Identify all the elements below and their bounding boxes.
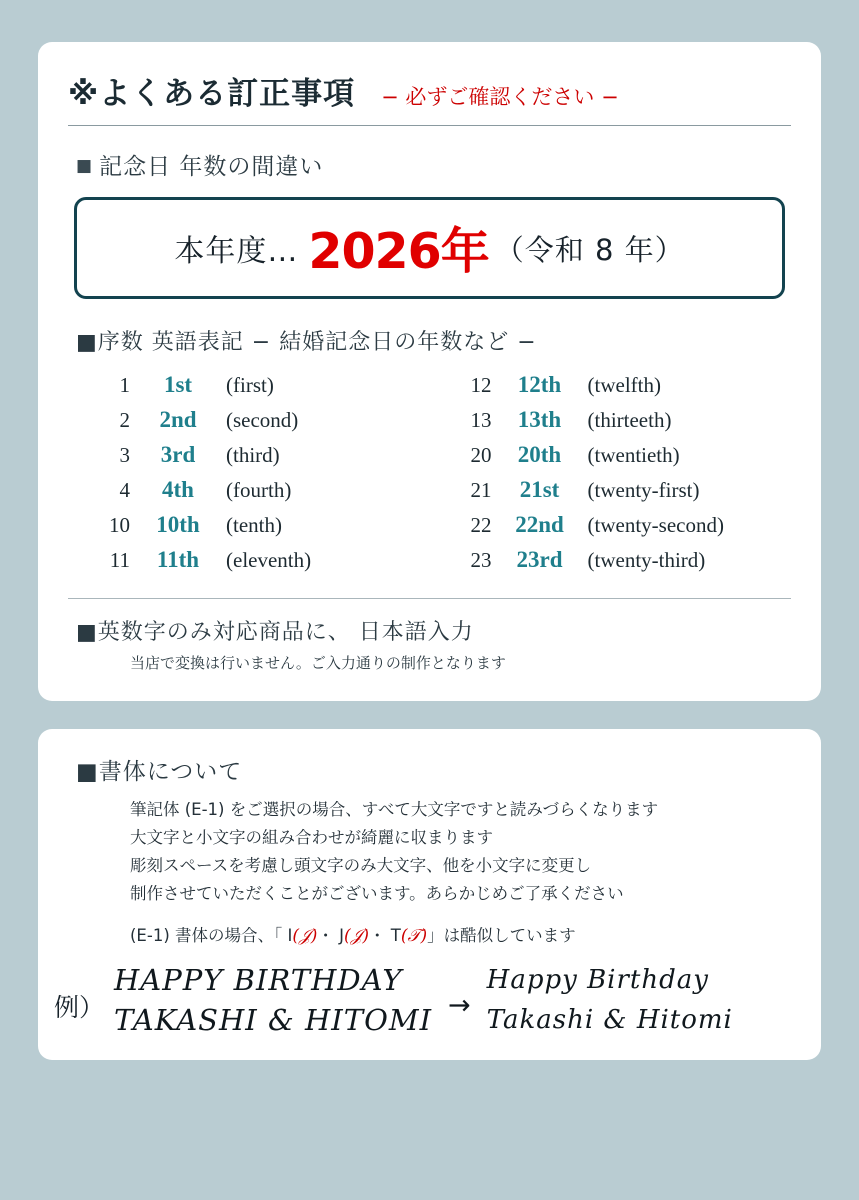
table-row <box>68 372 430 407</box>
ordinal-word: (twenty-first) <box>587 478 700 502</box>
ordinal-number: 10 <box>109 513 130 537</box>
example-before <box>114 960 432 1040</box>
alphanumeric-note: 当店で変換は行いません。ご入力通りの制作となります <box>130 654 506 672</box>
table-row <box>430 372 792 407</box>
ordinal-abbr: 22nd <box>515 512 564 537</box>
ordinals-column-left <box>68 372 430 582</box>
current-year-box <box>74 197 785 299</box>
ordinal-abbr: 20th <box>517 442 562 467</box>
example-before-line-2: TAKASHI & HITOMI <box>114 1003 433 1037</box>
square-bullet-icon: ■ <box>76 156 94 176</box>
example-after <box>487 960 733 1040</box>
typeface-line: 彫刻スペースを考慮し頭文字のみ大文字、他を小文字に変更し <box>130 856 592 875</box>
ordinal-number: 21 <box>470 478 492 502</box>
example-after-line-2: Takashi & Hitomi <box>486 1005 733 1035</box>
similar-letters-prefix: (E-1) 書体の場合、「 I <box>130 926 293 945</box>
ordinal-abbr: 1st <box>163 372 193 397</box>
ordinal-number: 2 <box>119 408 130 432</box>
ordinal-number: 12 <box>470 373 492 397</box>
square-bullet-icon: ■ <box>76 620 98 645</box>
ordinal-number: 23 <box>470 548 492 572</box>
table-row <box>430 512 792 547</box>
ordinal-abbr: 23rd <box>516 547 563 572</box>
similar-letter-glyph-3: (𝒯) <box>400 926 428 946</box>
table-row <box>430 547 792 582</box>
ordinal-number: 13 <box>470 408 492 432</box>
table-row <box>68 477 430 512</box>
ordinal-word: (thirteeth) <box>587 408 672 432</box>
year-value: 2026年 <box>308 223 489 280</box>
year-lead-text: 本年度… <box>174 234 299 269</box>
example-row <box>54 960 791 1040</box>
title-row <box>68 68 791 126</box>
table-row <box>430 442 792 477</box>
ordinal-word: (eleventh) <box>226 548 312 572</box>
ordinal-abbr: 10th <box>156 512 200 537</box>
ordinal-abbr: 4th <box>162 477 194 502</box>
ordinal-number: 11 <box>109 548 130 572</box>
ordinal-abbr: 21st <box>519 477 560 502</box>
ordinal-word: (second) <box>226 408 299 432</box>
example-before-line-1: HAPPY BIRTHDAY <box>114 963 403 997</box>
similar-letters-line <box>130 922 791 950</box>
ordinal-number: 20 <box>470 443 492 467</box>
example-label: 例） <box>54 993 105 1022</box>
ordinal-abbr: 11th <box>156 547 200 572</box>
ordinal-word: (twenty-second) <box>587 513 724 537</box>
ordinal-word: (tenth) <box>226 513 282 537</box>
ordinal-number: 3 <box>119 443 130 467</box>
section-heading-typeface <box>76 753 791 786</box>
table-row <box>68 442 430 477</box>
table-row <box>68 512 430 547</box>
table-row <box>430 477 792 512</box>
section-heading-alphanumeric-label: 英数字のみ対応商品に、 日本語入力 <box>97 620 474 645</box>
ordinal-abbr: 12th <box>517 372 562 397</box>
ordinals-column-right <box>430 372 792 582</box>
ordinals-table <box>68 372 791 599</box>
ordinal-word: (twenty-third) <box>587 548 706 572</box>
ordinal-word: (twentieth) <box>587 443 680 467</box>
similar-letters-suffix: 」は酷似しています <box>427 926 576 945</box>
font-card <box>38 729 821 1060</box>
table-row <box>68 407 430 442</box>
ordinal-abbr: 2nd <box>159 407 197 432</box>
typeface-line: 大文字と小文字の組み合わせが綺麗に収まります <box>130 828 493 847</box>
similar-letter-glyph-1: (𝒥) <box>292 926 318 946</box>
table-row <box>430 407 792 442</box>
ordinal-abbr: 3rd <box>160 442 196 467</box>
similar-letters-mid-2: ・ T <box>368 926 401 945</box>
ordinal-number: 22 <box>470 513 492 537</box>
typeface-line: 筆記体 (E-1) をご選択の場合、すべて大文字ですと読みづらくなります <box>130 800 659 819</box>
example-after-line-1: Happy Birthday <box>486 965 709 995</box>
section-heading-alphanumeric <box>76 615 791 646</box>
ordinal-word: (twelfth) <box>587 373 661 397</box>
typeface-line: 制作させていただくことがございます。あらかじめご了承ください <box>130 884 624 903</box>
square-bullet-icon: ■ <box>76 759 99 785</box>
arrow-right-icon: → <box>448 990 471 1021</box>
typeface-body <box>130 796 791 950</box>
page-subtitle: − 必ずご確認ください − <box>381 85 619 109</box>
similar-letter-glyph-2: (𝒥) <box>343 926 369 946</box>
similar-letters-mid-1: ・ J <box>317 926 344 945</box>
ordinal-number: 1 <box>119 373 130 397</box>
table-row <box>68 547 430 582</box>
ordinal-number: 4 <box>119 478 130 502</box>
section-heading-typeface-label: 書体について <box>98 759 243 785</box>
section-heading-anniversary-label: 記念日 年数の間違い <box>99 154 324 180</box>
ordinal-word: (third) <box>226 443 280 467</box>
year-era-value: （令和 8 年） <box>494 232 685 267</box>
ordinal-word: (fourth) <box>226 478 292 502</box>
square-bullet-icon: ■ <box>76 330 98 355</box>
ordinal-abbr: 13th <box>517 407 562 432</box>
section-heading-ordinals <box>76 325 791 356</box>
corrections-card <box>38 42 821 701</box>
page-title: ※よくある訂正事項 <box>68 76 356 112</box>
section-heading-anniversary <box>76 148 791 181</box>
ordinal-word: (first) <box>226 373 274 397</box>
section-heading-ordinals-label: 序数 英語表記 − 結婚記念日の年数など − <box>97 330 537 355</box>
